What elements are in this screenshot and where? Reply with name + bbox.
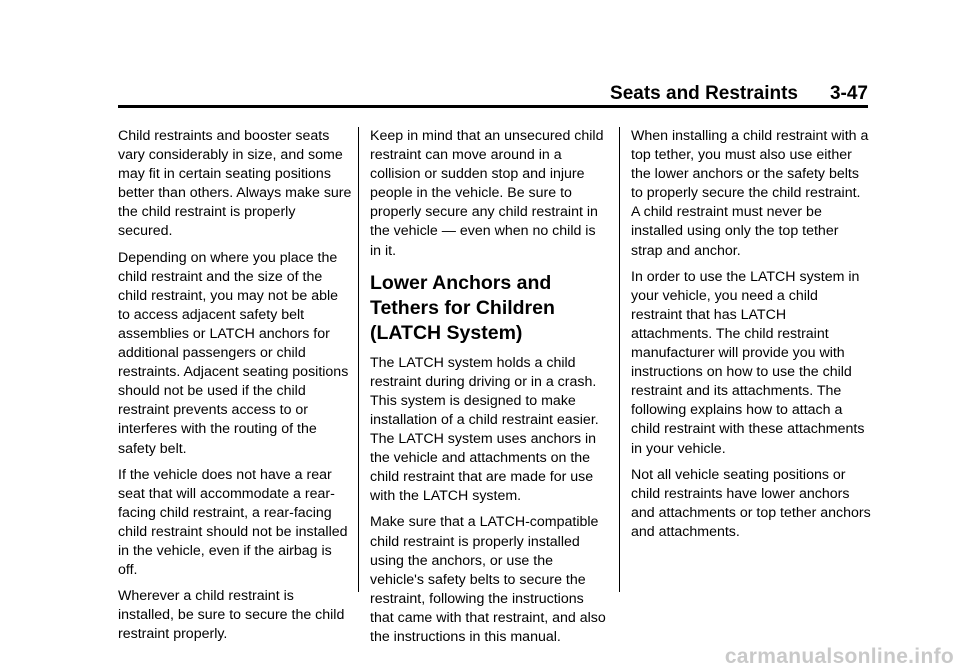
paragraph: If the vehicle does not have a rear seat that will accommodate a rear-facing child restraint, a rear-facing child restraint should not be installed in the vehicle, even if the airbag is off. <box>118 466 348 579</box>
section-title: Seats and Restraints <box>610 83 798 104</box>
column-divider <box>358 127 359 592</box>
paragraph: When installing a child restraint with a top tether, you must also use either the lower anchors or the safety belts to properly secure the child restraint. A child restraint must never be installed using only the top tether strap and anchor. <box>631 128 869 259</box>
watermark: carmanualsonline.info <box>724 645 954 668</box>
column-divider <box>619 127 620 592</box>
paragraph: The LATCH system holds a child restraint during driving or in a crash. This system is designed to make installation of a child restraint easier. The LATCH system uses anchors in the vehicle and attachments on the child restraint that are made for use with the LATCH system. <box>370 354 599 505</box>
paragraph: Wherever a child restraint is installed, be sure to secure the child restraint properly. <box>118 588 345 643</box>
column-3 <box>631 127 871 549</box>
section-heading: Lower Anchors and Tethers for Children (LATCH System) <box>370 271 555 344</box>
paragraph: Not all vehicle seating positions or child restraints have lower anchors and attachments or top tether anchors and attachments. <box>631 466 871 540</box>
paragraph: Make sure that a LATCH-compatible child restraint is properly installed using the anchors, or use the vehicle's safety belts to secure the restraint, following the instructions that came with that restraint, and also the instructions in this manual. <box>370 514 606 645</box>
paragraph: Child restraints and booster seats vary considerably in size, and some may fit in certain seating positions better than others. Always make sure the child restraint is properly secured. <box>118 128 352 240</box>
page-header <box>118 83 868 108</box>
paragraph: Keep in mind that an unsecured child restraint can move around in a collision or sudden stop and injure people in the vehicle. Be sure to properly secure any child restraint in the vehicle — even when no child is in it. <box>370 128 604 259</box>
paragraph: Depending on where you place the child restraint and the size of the child restraint, you may not be able to access adjacent safety belt assemblies or LATCH anchors for additional passengers or child restraints. Adjacent seating positions should not be used if the child restraint prevents access to or interferes with the routing of the safety belt. <box>118 249 349 457</box>
paragraph: In order to use the LATCH system in your vehicle, you need a child restraint that has LATCH attachments. The child restraint manufacturer will provide you with instructions on how to use the child restraint and its attachments. The following explains how to attach a child restraint with these attachments in your vehicle. <box>631 268 865 457</box>
page-number: 3-47 <box>829 83 868 104</box>
column-1 <box>118 127 352 651</box>
column-2 <box>370 127 608 654</box>
